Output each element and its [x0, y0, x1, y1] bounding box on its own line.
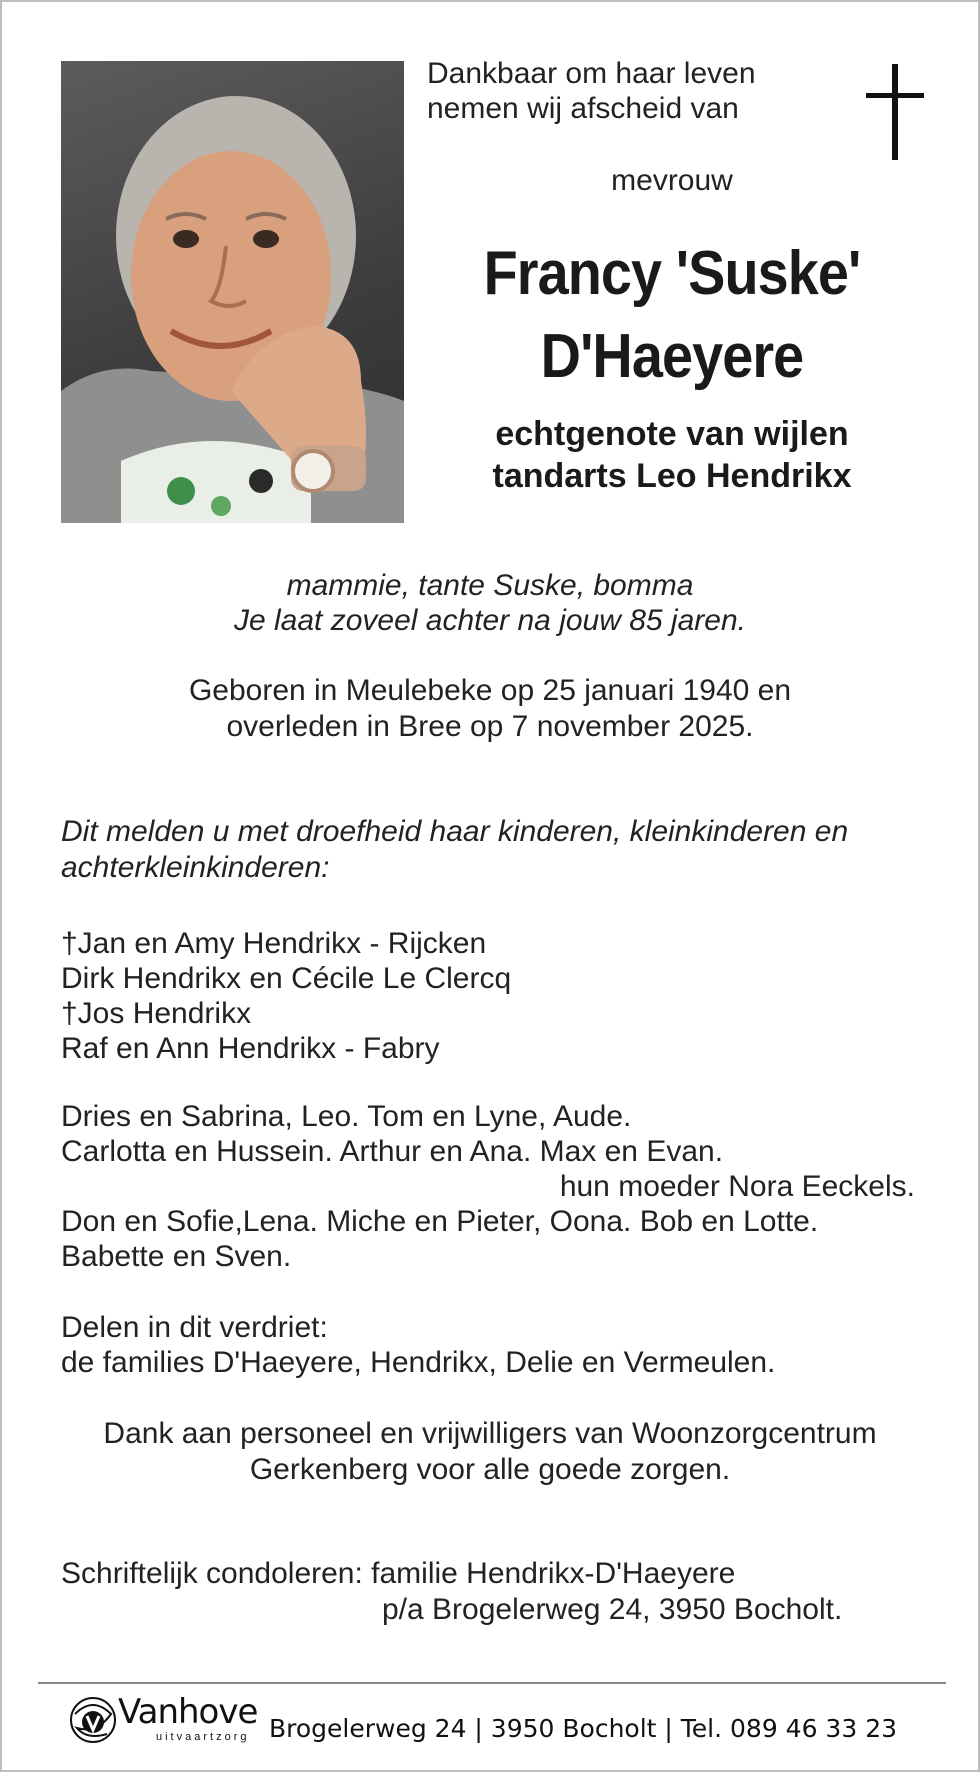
condolence-address: p/a Brogelerweg 24, 3950 Bocholt.: [382, 1593, 843, 1626]
child-entry: †Jos Hendrikx: [61, 997, 252, 1030]
thanks-line: Gerkenberg voor alle goede zorgen.: [249, 1453, 731, 1486]
spouse-line: echtgenote van wijlen: [495, 415, 849, 453]
announcement-text: [61, 814, 941, 886]
grandchild-entry: Don en Sofie,Lena. Miche en Pieter, Oona. Bob en Lotte.: [61, 1205, 819, 1238]
born-line: Geboren in Meulebeke op 25 januari 1940 en: [188, 674, 792, 707]
intro-text: [427, 56, 756, 126]
birth-death-info: [2, 673, 978, 745]
brand-name: Vanhove: [118, 1692, 258, 1732]
vanhove-logo-icon: [67, 1694, 119, 1746]
thanks-line: Dank aan personeel en vrijwilligers van Woonzorgcentrum: [103, 1417, 877, 1450]
thanks-text: [2, 1416, 978, 1488]
portrait-illustration: [61, 61, 404, 523]
quote-line: Je laat zoveel achter na jouw 85 jaren.: [234, 604, 746, 637]
brand-subtitle: uitvaartzorg: [156, 1731, 250, 1743]
footer-contact: Brogelerweg 24 | 3950 Bocholt | Tel. 089 46 33 23: [269, 1714, 898, 1743]
condolence-line: Schriftelijk condoleren: familie Hendrikx-D'Haeyere: [61, 1557, 736, 1590]
announce-line: achterkleinkinderen:: [61, 851, 330, 884]
footer-divider: [38, 1682, 946, 1684]
grandchild-entry: Dries en Sabrina, Leo. Tom en Lyne, Aude.: [61, 1100, 632, 1133]
grandchildren-list-cont: [61, 1204, 941, 1274]
families-text: [61, 1310, 941, 1380]
spouse-text: [427, 413, 917, 497]
children-list: [61, 926, 941, 1066]
deceased-name: [452, 232, 893, 398]
grandchild-entry: Carlotta en Hussein. Arthur en Ana. Max en Evan.: [61, 1135, 724, 1168]
quote-line: mammie, tante Suske, bomma: [286, 569, 694, 602]
spouse-line: tandarts Leo Hendrikx: [492, 457, 852, 495]
memorial-quote: [2, 568, 978, 638]
grandchild-entry: Babette en Sven.: [61, 1240, 292, 1273]
portrait-photo: [61, 61, 404, 523]
born-line: overleden in Bree op 7 november 2025.: [226, 710, 754, 743]
name-line: Francy 'Suske': [483, 239, 861, 308]
name-line: D'Haeyere: [540, 322, 804, 391]
grandchildren-list: [61, 1099, 941, 1169]
child-entry: Raf en Ann Hendrikx - Fabry: [61, 1032, 440, 1065]
grandchild-entry: hun moeder Nora Eeckels.: [559, 1170, 915, 1203]
honorific: mevrouw: [611, 164, 733, 197]
intro-line: Dankbaar om haar leven: [427, 57, 756, 90]
child-entry: Dirk Hendrikx en Cécile Le Clercq: [61, 962, 512, 995]
child-entry: †Jan en Amy Hendrikx - Rijcken: [61, 927, 487, 960]
announce-line: Dit melden u met droefheid haar kinderen, kleinkinderen en: [61, 815, 849, 848]
cross-icon: [866, 64, 924, 160]
families-line: de families D'Haeyere, Hendrikx, Delie en Vermeulen.: [61, 1346, 776, 1379]
families-line: Delen in dit verdriet:: [61, 1311, 328, 1344]
intro-line: nemen wij afscheid van: [427, 92, 739, 125]
